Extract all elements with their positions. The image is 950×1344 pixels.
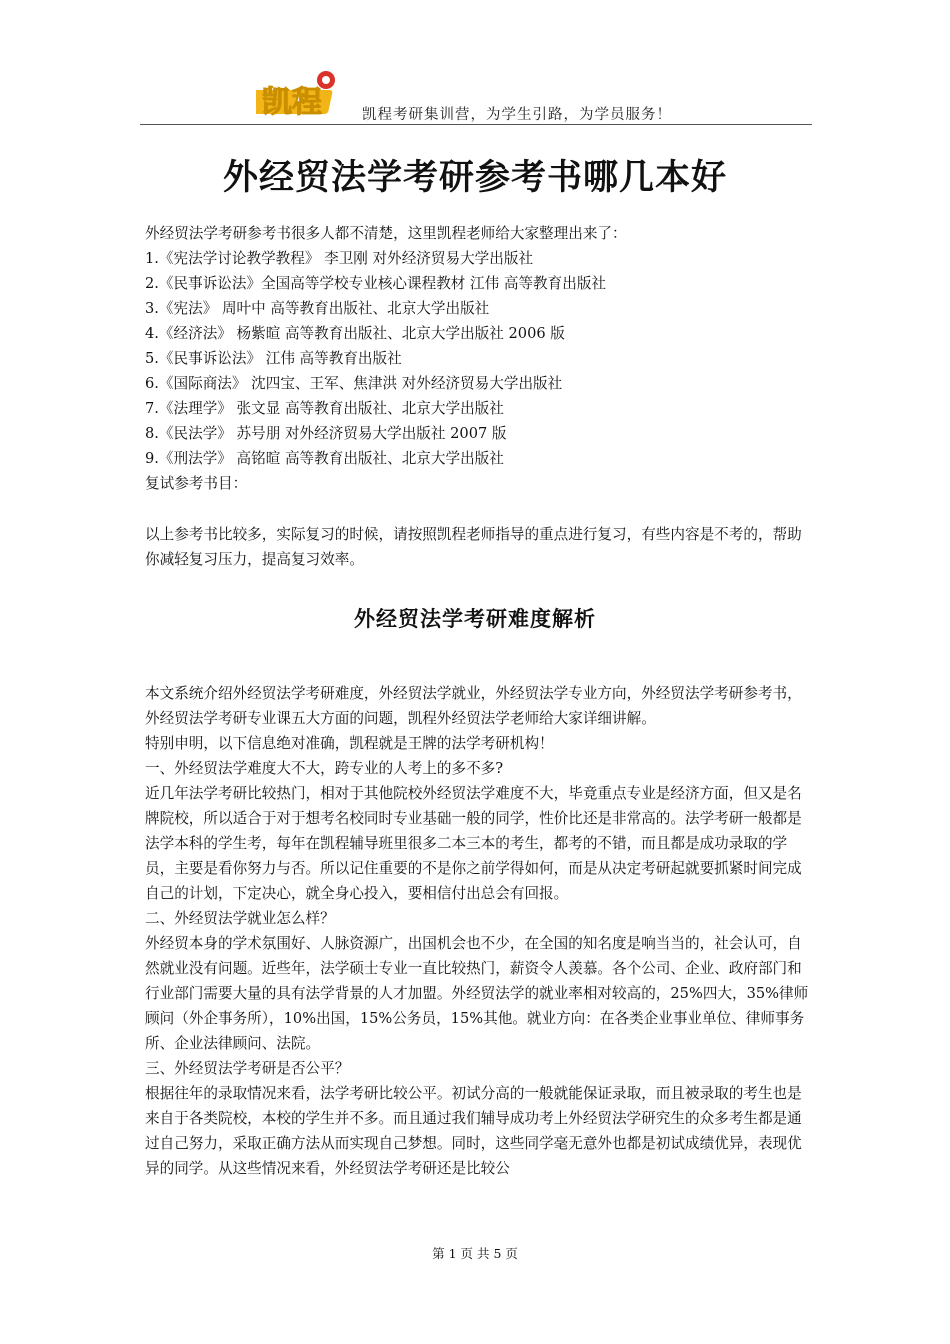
retest-label: 复试参考书目： <box>145 475 248 492</box>
book-item: 7.《法理学》 张文显 高等教育出版社、北京大学出版社 <box>145 400 504 417</box>
intro-paragraph: 外经贸法学考研参考书很多人都不清楚，这里凯程老师给大家整理出来了： <box>145 225 627 242</box>
header-divider <box>140 124 812 125</box>
body-paragraph: 本文系统介绍外经贸法学考研难度，外经贸法学就业，外经贸法学专业方向，外经贸法学考研参考书，外经贸法学考研专业课五大方面的问题，凯程外经贸法学老师给大家详细讲解。 <box>145 685 802 727</box>
page-title: 外经贸法学考研参考书哪几本好 <box>222 157 727 198</box>
kaicheng-logo <box>256 66 340 122</box>
section-subtitle: 外经贸法学考研难度解析 <box>354 606 596 631</box>
book-item: 4.《经济法》 杨紫暄 高等教育出版社、北京大学出版社 2006 版 <box>145 325 565 342</box>
book-item: 9.《刑法学》 高铭暄 高等教育出版社、北京大学出版社 <box>145 450 504 467</box>
header-slogan: 凯程考研集训营，为学生引路，为学员服务！ <box>362 107 672 123</box>
body-paragraph: 根据往年的录取情况来看，法学考研比较公平。初试分高的一般就能保证录取，而且被录取的考生也是来自于各类院校，本校的学生并不多。而且通过我们辅导成功考上外经贸法学研究生的众多考生都是通过自己努力，采取正确方法从而实现自己梦想。同时，这些同学毫无意外也都是初试成绩优异，表现优异的同学。从这些情况来看，外经贸法学考研还是比较公 <box>145 1085 802 1177</box>
book-item: 1.《宪法学讨论教学教程》 李卫刚 对外经济贸易大学出版社 <box>145 250 534 267</box>
question-heading: 三、外经贸法学考研是否公平？ <box>145 1060 350 1077</box>
closing-paragraph: 以上参考书比较多，实际复习的时候，请按照凯程老师指导的重点进行复习，有些内容是不考的，帮助你减轻复习压力，提高复习效率。 <box>145 526 802 568</box>
page-footer: 第 1 页 共 5 页 <box>432 1246 518 1261</box>
body-paragraph: 外经贸本身的学术氛围好、人脉资源广，出国机会也不少，在全国的知名度是响当当的，社会认可，自然就业没有问题。近些年，法学硕士专业一直比较热门，薪资令人羡慕。各个公司、企业、政府部门和行业部门需要大量的具有法学背景的人才加盟。外经贸法学的就业率相对较高的，25%四大，35%律师 顾问（外企事务所），10%出国，15%公务员，15%其他。就业方向：在各类企业事业单位、律师事务所、企业法律顾问、法院。 <box>145 935 809 1052</box>
question-heading: 二、外经贸法学就业怎么样？ <box>145 910 335 927</box>
closing-section <box>145 522 811 572</box>
book-item: 3.《宪法》 周叶中 高等教育出版社、北京大学出版社 <box>145 300 490 317</box>
booklist-section <box>145 221 811 496</box>
analysis-section <box>145 681 811 1181</box>
body-paragraph: 近几年法学考研比较热门，相对于其他院校外经贸法学难度不大，毕竟重点专业是经济方面，但又是名牌院校，所以适合于对于想考名校同时专业基础一般的同学，性价比还是非常高的。法学考研一般都是法学本科的学生考，每年在凯程辅导班里很多二本三本的考生，都考的不错，而且都是成功录取的学员，主要是看你努力与否。所以记住重要的不是你之前学得如何，而是从决定考研起就要抓紧时间完成自己的计划，下定决心，就全身心投入，要相信付出总会有回报。 <box>145 785 802 902</box>
book-item: 8.《民法学》 苏号朋 对外经济贸易大学出版社 2007 版 <box>145 425 507 442</box>
question-heading: 一、外经贸法学难度大不大，跨专业的人考上的多不多? <box>145 760 504 777</box>
book-item: 2.《民事诉讼法》全国高等学校专业核心课程教材 江伟 高等教育出版社 <box>145 275 607 292</box>
logo-text: 凯程 <box>262 85 322 120</box>
book-item: 5.《民事诉讼法》 江伟 高等教育出版社 <box>145 350 402 367</box>
body-paragraph: 特别申明，以下信息绝对准确，凯程就是王牌的法学考研机构！ <box>145 735 554 752</box>
book-item: 6.《国际商法》 沈四宝、王军、焦津洪 对外经济贸易大学出版社 <box>145 375 563 392</box>
